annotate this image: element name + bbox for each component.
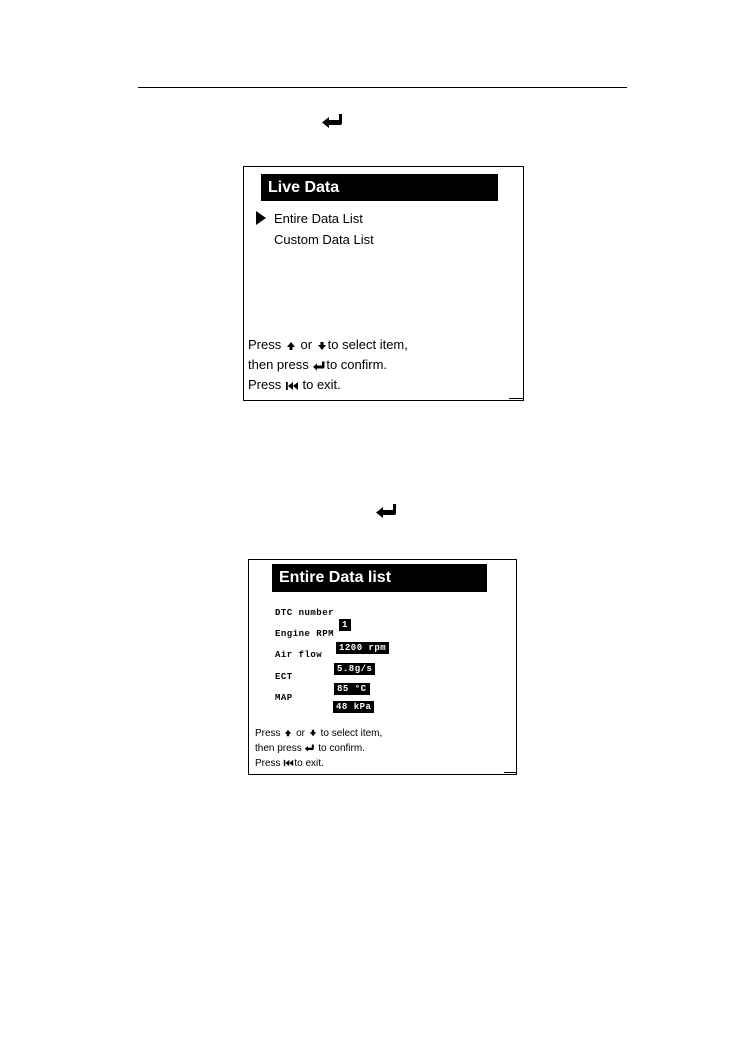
enter-icon	[374, 503, 398, 519]
screen-title: Live Data	[261, 174, 498, 201]
enter-icon	[320, 113, 344, 129]
skip-back-icon	[283, 759, 294, 767]
enter-icon	[312, 361, 326, 371]
help-line-select: Press or to select item,	[248, 337, 408, 352]
data-label-air-flow: Air flow	[275, 650, 323, 660]
arrow-up-icon	[283, 729, 293, 737]
help-line-exit: Press to exit.	[255, 758, 324, 769]
arrow-up-icon	[285, 341, 297, 351]
data-value-ect: 85 °C	[334, 683, 370, 695]
screen-title: Entire Data list	[272, 564, 487, 592]
arrow-down-icon	[316, 341, 328, 351]
data-label-dtc-number: DTC number	[275, 608, 335, 618]
header-rule	[138, 87, 627, 88]
data-value-air-flow: 5.8g/s	[334, 663, 375, 675]
menu-item-entire-data-list[interactable]: Entire Data List	[274, 211, 363, 226]
skip-back-icon	[285, 381, 299, 391]
menu-item-custom-data-list[interactable]: Custom Data List	[274, 232, 374, 247]
live-data-screen	[243, 166, 524, 401]
data-label-engine-rpm: Engine RPM	[275, 629, 335, 639]
help-line-exit: Press to exit.	[248, 377, 341, 392]
data-value-map: 48 kPa	[333, 701, 374, 713]
data-label-map: MAP	[275, 693, 293, 703]
data-value-dtc-number: 1	[339, 619, 351, 631]
arrow-down-icon	[308, 729, 318, 737]
help-line-confirm: then press to confirm.	[255, 743, 365, 754]
triangle-cursor-icon	[256, 211, 266, 230]
screen-edge-tick	[504, 772, 516, 773]
help-line-confirm: then press to confirm.	[248, 357, 388, 372]
enter-icon	[304, 744, 315, 752]
help-line-select: Press or to select item,	[255, 728, 383, 739]
data-label-ect: ECT	[275, 672, 293, 682]
data-value-engine-rpm: 1200 rpm	[336, 642, 389, 654]
entire-data-list-screen	[248, 559, 517, 775]
screen-edge-tick	[509, 398, 523, 399]
